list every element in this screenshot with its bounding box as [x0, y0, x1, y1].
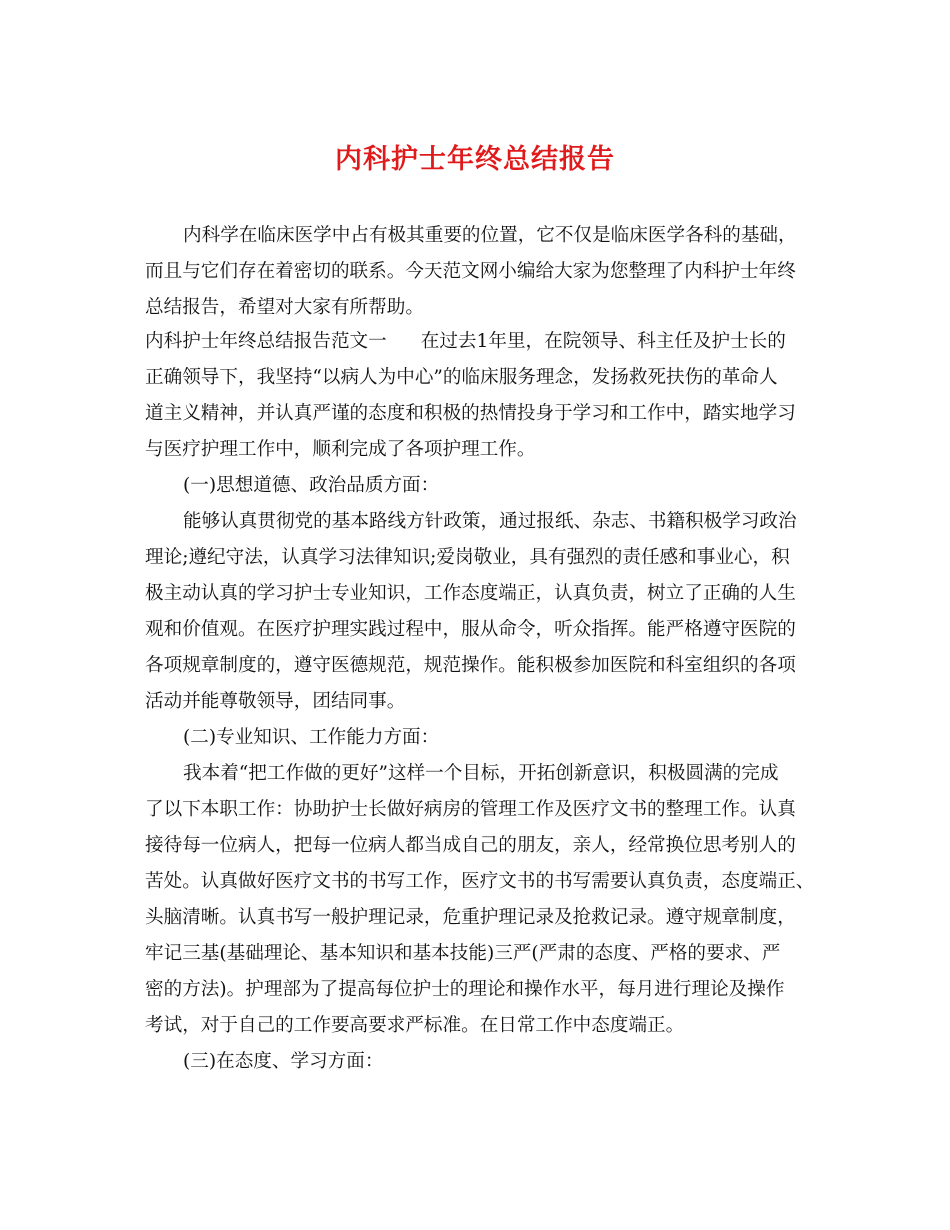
paragraph-line: 各项规章制度的，遵守医德规范，规范操作。能积极参加医院和科室组织的各项 [145, 655, 796, 676]
paragraph-line: 观和价值观。在医疗护理实践过程中，服从命令，听众指挥。能严格遵守医院的 [145, 619, 796, 640]
paragraph-line: 与医疗护理工作中，顺利完成了各项护理工作。 [145, 439, 536, 460]
paragraph-line: 考试，对于自己的工作要高要求严标准。在日常工作中态度端正。 [145, 1015, 685, 1036]
paragraph-line: 头脑清晰。认真书写一般护理记录，危重护理记录及抢救记录。遵守规章制度， [145, 907, 796, 928]
paragraph-line: 我本着“把工作做的更好”这样一个目标，开拓创新意识，积极圆满的完成 [183, 763, 779, 784]
paragraph-line: 极主动认真的学习护士专业知识，工作态度端正，认真负责，树立了正确的人生 [145, 583, 796, 604]
paragraph-line: 内科学在临床医学中占有极其重要的位置，它不仅是临床医学各科的基础， [183, 225, 797, 246]
paragraph-line: 密的方法)。护理部为了提高每位护士的理论和操作水平，每月进行理论及操作 [145, 979, 785, 1000]
document-title: 内科护士年终总结报告 [335, 144, 615, 175]
paragraph-line: 理论;遵纪守法，认真学习法律知识;爱岗敬业，具有强烈的责任感和事业心，积 [145, 547, 790, 568]
subheading: (三)在态度、学习方面： [183, 1051, 384, 1072]
paragraph-line: 活动并能尊敬领导，团结同事。 [145, 691, 406, 712]
paragraph-line: 道主义精神，并认真严谨的态度和积极的热情投身于学习和工作中，踏实地学习 [145, 403, 796, 424]
subheading: (二)专业知识、工作能力方面： [183, 727, 440, 748]
paragraph-line: 接待每一位病人，把每一位病人都当成自己的朋友，亲人，经常换位思考别人的 [145, 835, 796, 856]
paragraph-line: 苦处。认真做好医疗文书的书写工作，医疗文书的书写需要认真负责，态度端正、 [145, 871, 815, 892]
paragraph-line: 了以下本职工作：协助护士长做好病房的管理工作及医疗文书的整理工作。认真 [145, 799, 796, 820]
subheading: (一)思想道德、政治品质方面： [183, 475, 440, 496]
paragraph-line: 牢记三基(基础理论、基本知识和基本技能)三严(严肃的态度、严格的要求、严 [145, 943, 781, 964]
paragraph-line: 正确领导下，我坚持“以病人为中心”的临床服务理念，发扬救死扶伤的革命人 [145, 367, 778, 388]
paragraph-line: 能够认真贯彻党的基本路线方针政策，通过报纸、杂志、书籍积极学习政治 [183, 511, 797, 532]
paragraph-line [145, 324, 786, 360]
section-heading: 内科护士年终总结报告范文一 [145, 331, 387, 352]
paragraph-line: 总结报告，希望对大家有所帮助。 [145, 297, 424, 318]
paragraph-line: 而且与它们存在着密切的联系。今天范文网小编给大家为您整理了内科护士年终 [145, 261, 796, 282]
paragraph-text: 在过去1年里，在院领导、科主任及护士长的 [420, 331, 786, 352]
